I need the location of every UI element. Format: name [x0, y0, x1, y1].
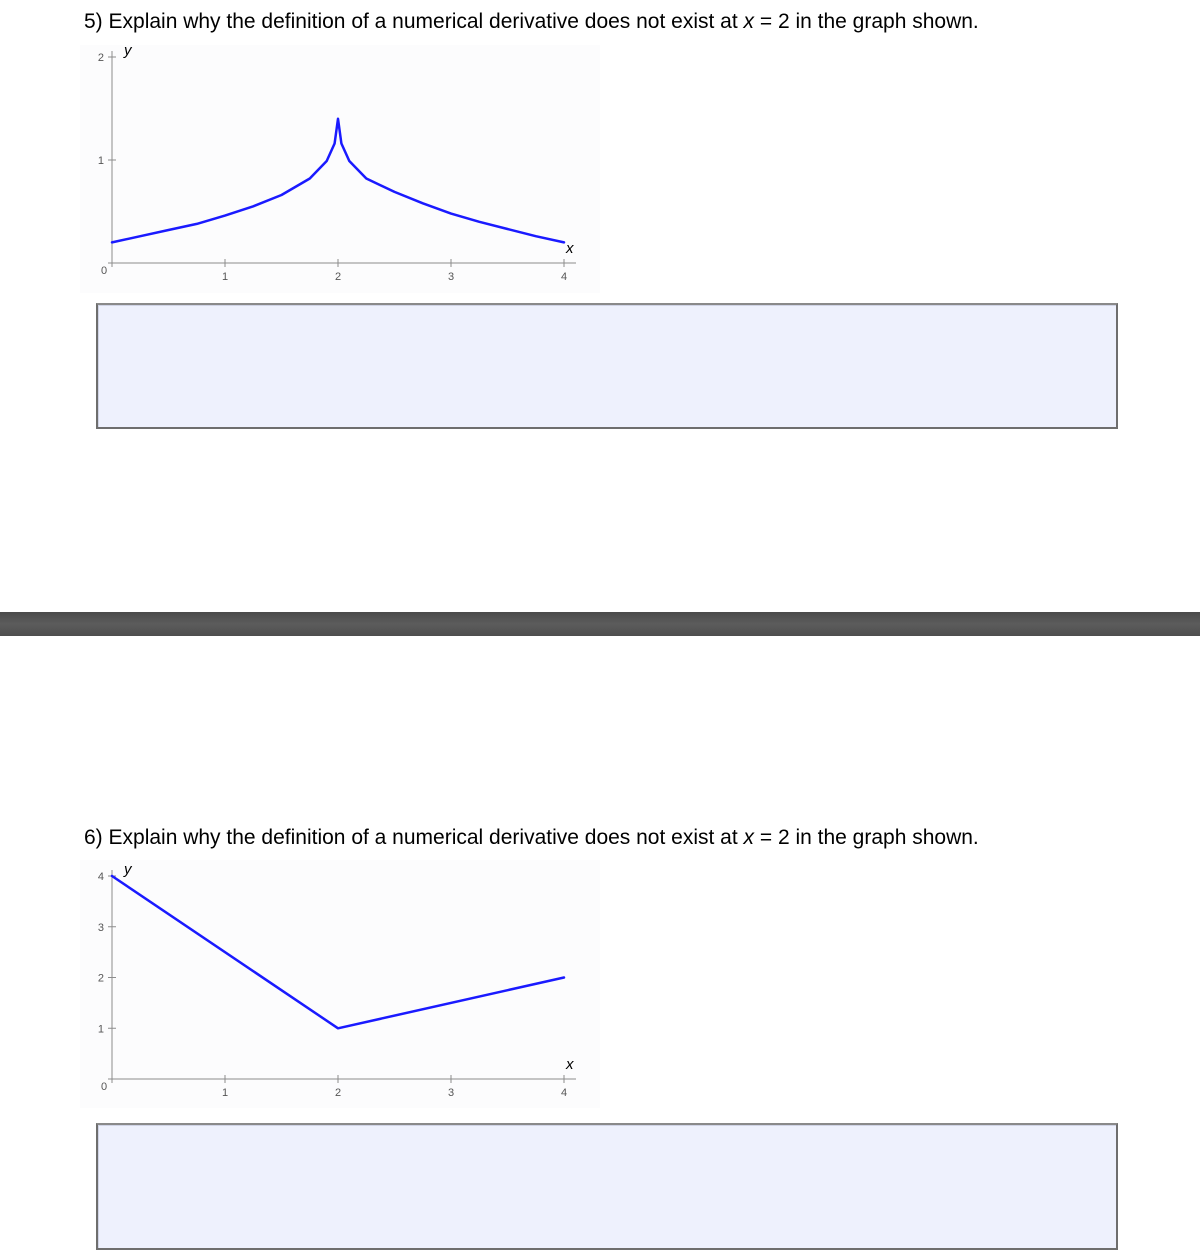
- question-6-graph: [80, 860, 600, 1108]
- question-5-variable: x: [743, 10, 755, 33]
- question-5-prefix: 5) Explain why the definition of a numerical derivative does not exist at: [84, 10, 744, 33]
- question-5-answer-box[interactable]: [96, 303, 1118, 429]
- x-axis-label: x: [566, 240, 574, 257]
- x-axis-label: x: [566, 1056, 574, 1073]
- section-divider: [0, 612, 1200, 636]
- x-tick-label: 0: [100, 265, 108, 277]
- x-tick-label: 2: [334, 1087, 342, 1099]
- plot-background: [80, 45, 600, 293]
- question-6-text: [84, 826, 979, 850]
- question-5-text: [84, 10, 979, 34]
- question-6-answer-box[interactable]: [96, 1123, 1118, 1250]
- question-6-variable: x: [743, 826, 755, 849]
- y-tick-label: 1: [97, 155, 104, 167]
- y-tick-label: 1: [97, 1023, 104, 1036]
- y-tick-label: 3: [97, 921, 104, 934]
- y-tick-label: 2: [97, 972, 104, 985]
- x-tick-label: 1: [221, 271, 229, 283]
- question-6-prefix: 6) Explain why the definition of a numerical derivative does not exist at: [84, 826, 744, 849]
- x-tick-label: 3: [447, 271, 455, 283]
- x-tick-label: 1: [221, 1087, 229, 1099]
- question-5-suffix: = 2 in the graph shown.: [754, 10, 979, 33]
- x-tick-label: 0: [100, 1081, 108, 1093]
- y-tick-label: 2: [97, 52, 104, 64]
- x-tick-label: 4: [560, 1087, 568, 1099]
- question-6-suffix: = 2 in the graph shown.: [754, 826, 979, 849]
- plot-background: [80, 860, 600, 1108]
- x-tick-label: 4: [560, 271, 568, 283]
- x-tick-label: 2: [334, 271, 342, 283]
- y-axis-label: y: [124, 45, 132, 59]
- x-tick-label: 3: [447, 1087, 455, 1099]
- y-tick-label: 4: [97, 871, 104, 883]
- question-5-graph: [80, 45, 600, 293]
- y-axis-label: y: [124, 861, 132, 878]
